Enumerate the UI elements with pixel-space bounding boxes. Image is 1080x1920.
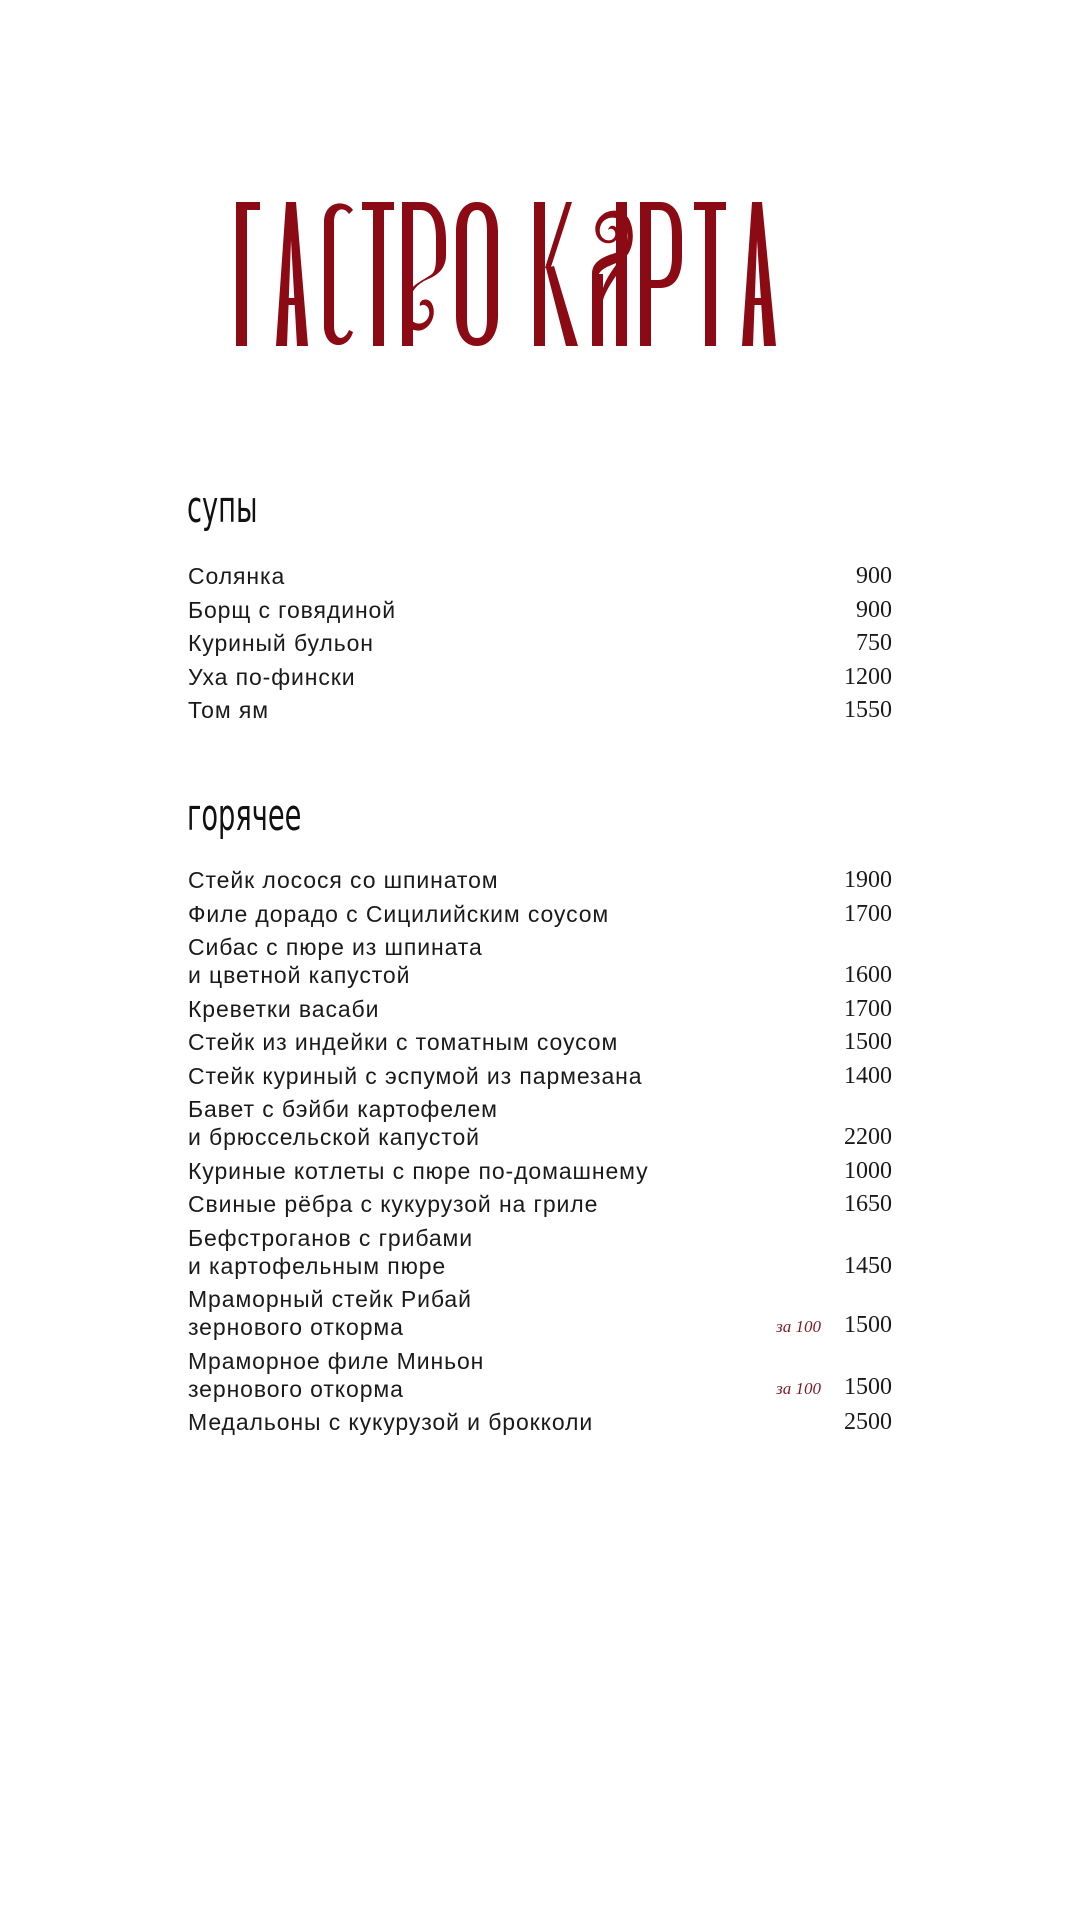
menu-item-name-line: Медальоны с кукурузой и брокколи (188, 1409, 594, 1435)
menu-item-price: 1500 (844, 1373, 892, 1400)
menu-item-price: 750 (856, 630, 892, 656)
menu-item-name-line: Стейк из индейки с томатным соусом (188, 1029, 619, 1055)
menu-item-price-group (840, 1408, 892, 1436)
section-title-soups: супы (187, 482, 258, 533)
menu-item-name-line: Куриный бульон (188, 630, 374, 656)
menu-logo (236, 200, 854, 348)
menu-item (188, 1062, 892, 1090)
menu-item-price-group (840, 1028, 892, 1056)
menu-item-name-line: Сибас с пюре из шпината (188, 934, 483, 960)
menu-item-price-group (840, 596, 892, 624)
menu-item (188, 995, 892, 1023)
menu-item-name-line: и картофельным пюре (188, 1252, 447, 1279)
menu-item-name-line: Филе дорадо с Сицилийским соусом (188, 900, 610, 927)
menu-item-unit: за 100 (776, 1317, 821, 1336)
menu-item-name-line: Бавет с бэйби картофелем (188, 1096, 498, 1122)
menu-item (188, 1095, 892, 1151)
menu-item-price-group (840, 1123, 892, 1151)
menu-item-name-line: и брюссельской капустой (188, 1124, 480, 1150)
menu-item-name (188, 900, 609, 928)
menu-item-name-line: Креветки васаби (188, 995, 380, 1022)
menu-item-price: 2500 (844, 1409, 892, 1435)
menu-item-name (188, 1095, 498, 1151)
menu-item-name-line: Куриные котлеты с пюре по-домашнему (188, 1157, 649, 1184)
menu-item (188, 1157, 892, 1185)
menu-item-price: 1700 (844, 900, 892, 927)
menu-item-price-group (840, 961, 892, 989)
menu-item-price: 900 (856, 563, 892, 589)
menu-item-price: 900 (856, 596, 892, 623)
menu-item-name-line: Уха по-фински (188, 663, 356, 690)
menu-item (188, 1028, 892, 1056)
section-title-hot: горячее (187, 790, 302, 841)
menu-item-name (188, 995, 379, 1023)
menu-item-name (188, 1224, 473, 1280)
menu-item-price-group (840, 629, 892, 657)
menu-item-price-group (840, 1062, 892, 1090)
menu-item-name-line: Том ям (188, 697, 269, 723)
hot-dishes-list (188, 866, 892, 1442)
menu-item-price-group (840, 562, 892, 590)
menu-item-unit: за 100 (776, 1378, 821, 1398)
soups-list (188, 562, 892, 730)
menu-item-name-line: Бефстроганов с грибами (188, 1224, 474, 1251)
menu-item-price: 2200 (844, 1124, 892, 1150)
menu-item-price-group (840, 1190, 892, 1218)
menu-item (188, 596, 892, 624)
menu-item-name (188, 1190, 598, 1218)
logo-wordmark (236, 200, 854, 348)
menu-item-name-line: Мраморный стейк Рибай (188, 1286, 472, 1312)
menu-item (188, 1408, 892, 1436)
menu-item-name-line: Стейк лосося со шпинатом (188, 867, 499, 893)
menu-item (188, 933, 892, 989)
menu-item (188, 663, 892, 691)
menu-item-price: 1650 (844, 1191, 892, 1217)
menu-item-price: 1450 (844, 1252, 892, 1279)
menu-item-name-line: зернового откорма (188, 1375, 404, 1402)
menu-item-name (188, 663, 356, 691)
menu-item-price-group (840, 696, 892, 724)
menu-item (188, 1190, 892, 1218)
menu-item-name (188, 1285, 472, 1341)
menu-item-price: 1550 (844, 697, 892, 723)
menu-item-name (188, 629, 374, 657)
menu-item-name-line: Солянка (188, 563, 286, 589)
menu-item-name (188, 596, 396, 624)
menu-item-price: 1500 (844, 1312, 892, 1338)
menu-item-price: 1700 (844, 995, 892, 1022)
menu-item-price-group (776, 1373, 892, 1403)
menu-item-name (188, 1408, 593, 1436)
menu-item-name-line: Мраморное филе Миньон (188, 1347, 485, 1374)
menu-item (188, 1285, 892, 1341)
menu-item-name (188, 1028, 618, 1056)
menu-item-name (188, 1347, 484, 1403)
menu-item-name (188, 696, 269, 724)
menu-item-name (188, 562, 285, 590)
menu-item-price: 1500 (844, 1029, 892, 1055)
menu-item (188, 562, 892, 590)
menu-item-name-line: Свиные рёбра с кукурузой на гриле (188, 1191, 599, 1217)
menu-item (188, 629, 892, 657)
menu-item-name-line: Борщ с говядиной (188, 596, 396, 623)
menu-item-price-group (840, 1157, 892, 1185)
menu-item (188, 1224, 892, 1280)
menu-item-price-group (840, 900, 892, 928)
menu-item-price: 1900 (844, 867, 892, 893)
menu-item-name-line: зернового откорма (188, 1314, 404, 1340)
menu-item-name (188, 1157, 649, 1185)
menu-item (188, 696, 892, 724)
menu-item-price: 1200 (844, 663, 892, 690)
menu-item (188, 1347, 892, 1403)
menu-item-name (188, 866, 499, 894)
menu-item (188, 900, 892, 928)
menu-item-price: 1400 (844, 1062, 892, 1089)
menu-item-price: 1000 (844, 1157, 892, 1184)
menu-item-price: 1600 (844, 962, 892, 988)
menu-item-price-group (840, 995, 892, 1023)
menu-item-name-line: Стейк куриный с эспумой из пармезана (188, 1062, 643, 1089)
menu-item-price-group (840, 663, 892, 691)
menu-item-price-group (840, 866, 892, 894)
menu-item-name-line: и цветной капустой (188, 962, 411, 988)
menu-item-name (188, 1062, 642, 1090)
menu-item (188, 866, 892, 894)
menu-item-name (188, 933, 483, 989)
menu-item-price-group (840, 1252, 892, 1280)
menu-item-price-group (776, 1311, 892, 1341)
